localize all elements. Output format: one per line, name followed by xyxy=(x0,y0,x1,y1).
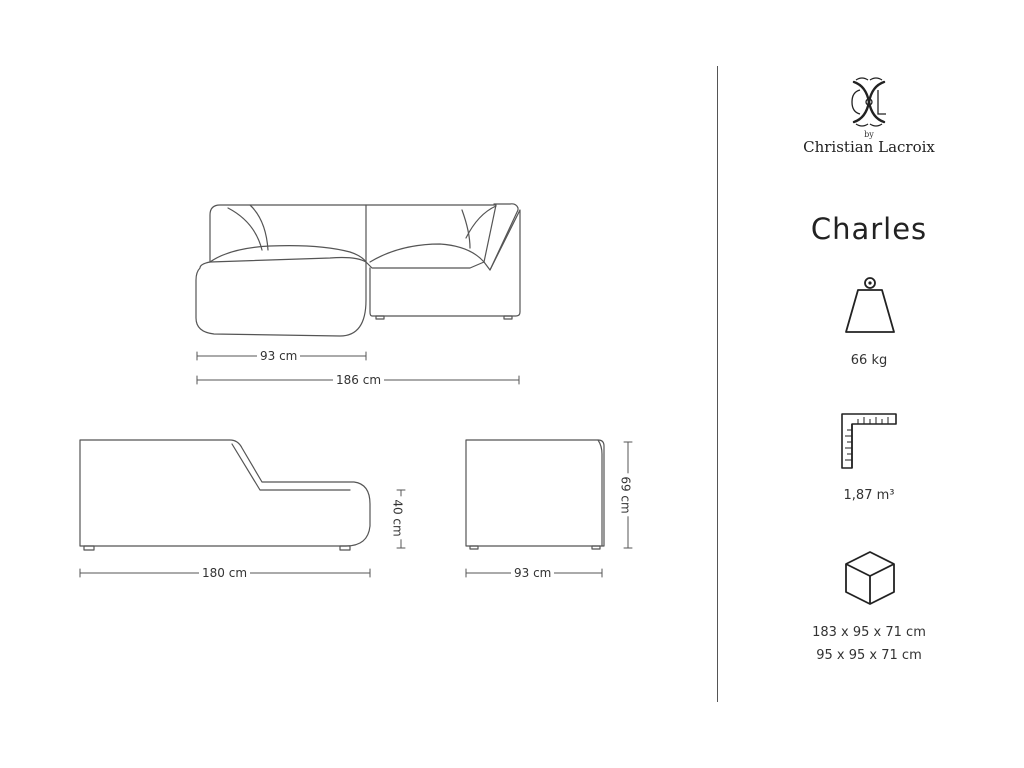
vertical-divider xyxy=(717,66,718,702)
sofa-side-view xyxy=(80,440,370,550)
sofa-top-view xyxy=(196,204,520,336)
brand-by-text: by xyxy=(864,130,874,139)
package-dimensions-2: 95 x 95 x 71 cm xyxy=(816,648,922,663)
cube-icon xyxy=(842,548,898,608)
product-title: Charles xyxy=(810,212,928,246)
dimension-label-front-93: 93 cm xyxy=(511,566,554,580)
volume-value: 1,87 m³ xyxy=(843,488,895,503)
dimension-label-seat-40: 40 cm xyxy=(391,496,405,539)
sofa-front-view xyxy=(466,440,604,549)
dimension-label-side-180: 180 cm xyxy=(199,566,250,580)
brand-name: Christian Lacroix xyxy=(803,138,935,156)
weight-icon xyxy=(842,274,898,336)
package-dimensions-1: 183 x 95 x 71 cm xyxy=(812,625,926,640)
dimension-label-height-69: 69 cm xyxy=(619,473,633,516)
product-info-panel xyxy=(740,0,998,768)
ruler-corner-icon xyxy=(840,412,900,470)
dimension-label-top-186: 186 cm xyxy=(333,373,384,387)
brand-monogram-logo xyxy=(846,76,892,128)
dimension-label-top-93: 93 cm xyxy=(257,349,300,363)
weight-value: 66 kg xyxy=(850,353,888,368)
